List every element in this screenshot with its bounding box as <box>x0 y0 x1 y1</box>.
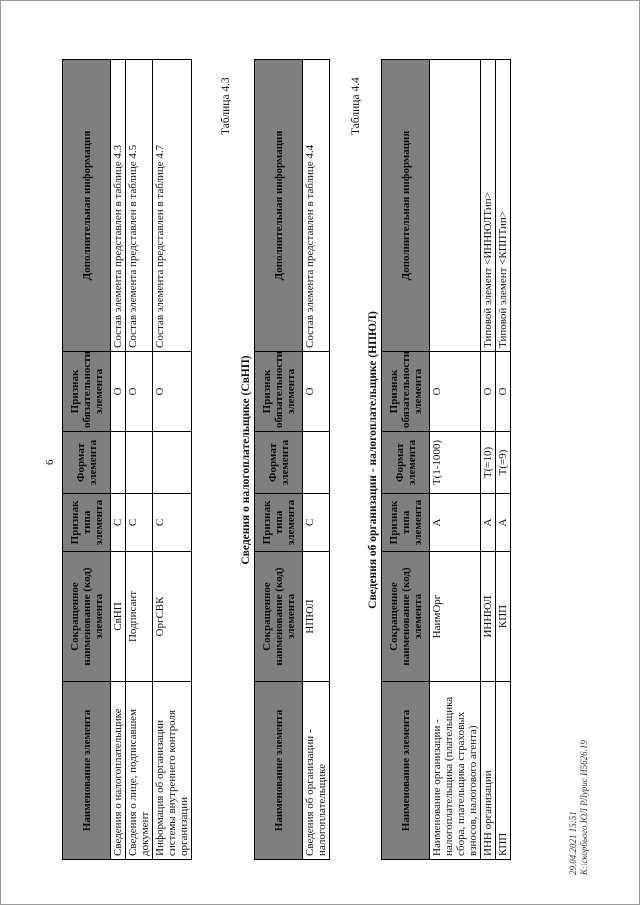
cell-info <box>430 60 481 352</box>
cell-format <box>303 432 330 494</box>
cell-code: ОргСВК <box>153 552 192 682</box>
table-npul <box>381 59 511 860</box>
cell-format: T(1-1000) <box>430 432 481 494</box>
header-name: Наименование элемента <box>63 682 111 860</box>
page-number: 6 <box>44 459 56 465</box>
header-name: Наименование элемента <box>382 682 430 860</box>
cell-code: НПЮЛ <box>303 552 330 682</box>
cell-name: Сведения о налогоплательщике <box>111 682 126 860</box>
cell-type: А <box>481 494 496 552</box>
cell-required: О <box>126 352 153 432</box>
cell-name: КПП <box>496 682 511 860</box>
header-code: Сокращенное наименование (код) элемента <box>255 552 303 682</box>
cell-code: КПП <box>496 552 511 682</box>
header-format: Формат элемента <box>382 432 430 494</box>
cell-name: Наименование организации - налогоплательщика (плательщика сбора, плательщика страховых взносов, налогового агента) <box>430 682 481 860</box>
table-row <box>430 60 481 860</box>
cell-format <box>153 432 192 494</box>
cell-format: T(=10) <box>481 432 496 494</box>
cell-type: А <box>430 494 481 552</box>
table-title: Сведения об организации - налогоплательщике (НПЮЛ) <box>367 311 379 609</box>
cell-type: С <box>111 494 126 552</box>
table-title: Сведения о налогоплательщике (СвНП) <box>240 355 252 565</box>
footer-stamp <box>568 740 590 875</box>
table-row <box>303 60 330 860</box>
cell-info: Типовой элемент <КППТип> <box>496 60 511 352</box>
header-code: Сокращенное наименование (код) элемента <box>382 552 430 682</box>
cell-format <box>126 432 153 494</box>
cell-type: С <box>303 494 330 552</box>
table-caption: Таблица 4.4 <box>350 77 362 135</box>
header-info: Дополнительная информация <box>382 60 430 352</box>
cell-code: СвНП <box>111 552 126 682</box>
cell-required: О <box>496 352 511 432</box>
header-info: Дополнительная информация <box>63 60 111 352</box>
cell-name: Информация об организации системы внутреннего контроля организации <box>153 682 192 860</box>
header-type: Признак типа элемента <box>382 494 430 552</box>
table-row <box>481 60 496 860</box>
table-caption: Таблица 4.3 <box>220 77 232 135</box>
header-required: Признак обязательности элемента <box>63 352 111 432</box>
table-row <box>126 60 153 860</box>
header-info: Дополнительная информация <box>255 60 303 352</box>
cell-format: T(=9) <box>496 432 511 494</box>
cell-code: НаимОрг <box>430 552 481 682</box>
header-required: Признак обязательности элемента <box>255 352 303 432</box>
header-required: Признак обязательности элемента <box>382 352 430 432</box>
cell-format <box>111 432 126 494</box>
footer-timestamp: 29.04.2021 15:51 <box>568 811 578 875</box>
cell-required: О <box>303 352 330 432</box>
table-header-row <box>382 60 430 860</box>
cell-info: Состав элемента представлен в таблице 4.4 <box>303 60 330 352</box>
footer-filepath: К:\скорбього ЮЛ РЛурис И5626.19 <box>579 740 589 875</box>
cell-required: О <box>430 352 481 432</box>
header-type: Признак типа элемента <box>255 494 303 552</box>
table-row <box>153 60 192 860</box>
table-svnp <box>254 59 330 860</box>
header-name: Наименование элемента <box>255 682 303 860</box>
table-elements <box>62 59 192 860</box>
cell-info: Состав элемента представлен в таблице 4.5 <box>126 60 153 352</box>
cell-type: А <box>496 494 511 552</box>
table-header-row <box>63 60 111 860</box>
cell-code: Подписант <box>126 552 153 682</box>
cell-type: С <box>126 494 153 552</box>
table-row <box>496 60 511 860</box>
header-format: Формат элемента <box>63 432 111 494</box>
cell-name: Сведения о лице, подписавшем документ <box>126 682 153 860</box>
table-row <box>111 60 126 860</box>
cell-type: С <box>153 494 192 552</box>
table-header-row <box>255 60 303 860</box>
cell-required: О <box>111 352 126 432</box>
header-code: Сокращенное наименование (код) элемента <box>63 552 111 682</box>
cell-required: О <box>153 352 192 432</box>
cell-info: Типовой элемент <ИННЮЛТип> <box>481 60 496 352</box>
cell-name: ИНН организации <box>481 682 496 860</box>
cell-code: ИННЮЛ <box>481 552 496 682</box>
cell-info: Состав элемента представлен в таблице 4.7 <box>153 60 192 352</box>
cell-required: О <box>481 352 496 432</box>
header-format: Формат элемента <box>255 432 303 494</box>
cell-name: Сведения об организации - налогоплательщике <box>303 682 330 860</box>
cell-info: Состав элемента представлен в таблице 4.3 <box>111 60 126 352</box>
header-type: Признак типа элемента <box>63 494 111 552</box>
